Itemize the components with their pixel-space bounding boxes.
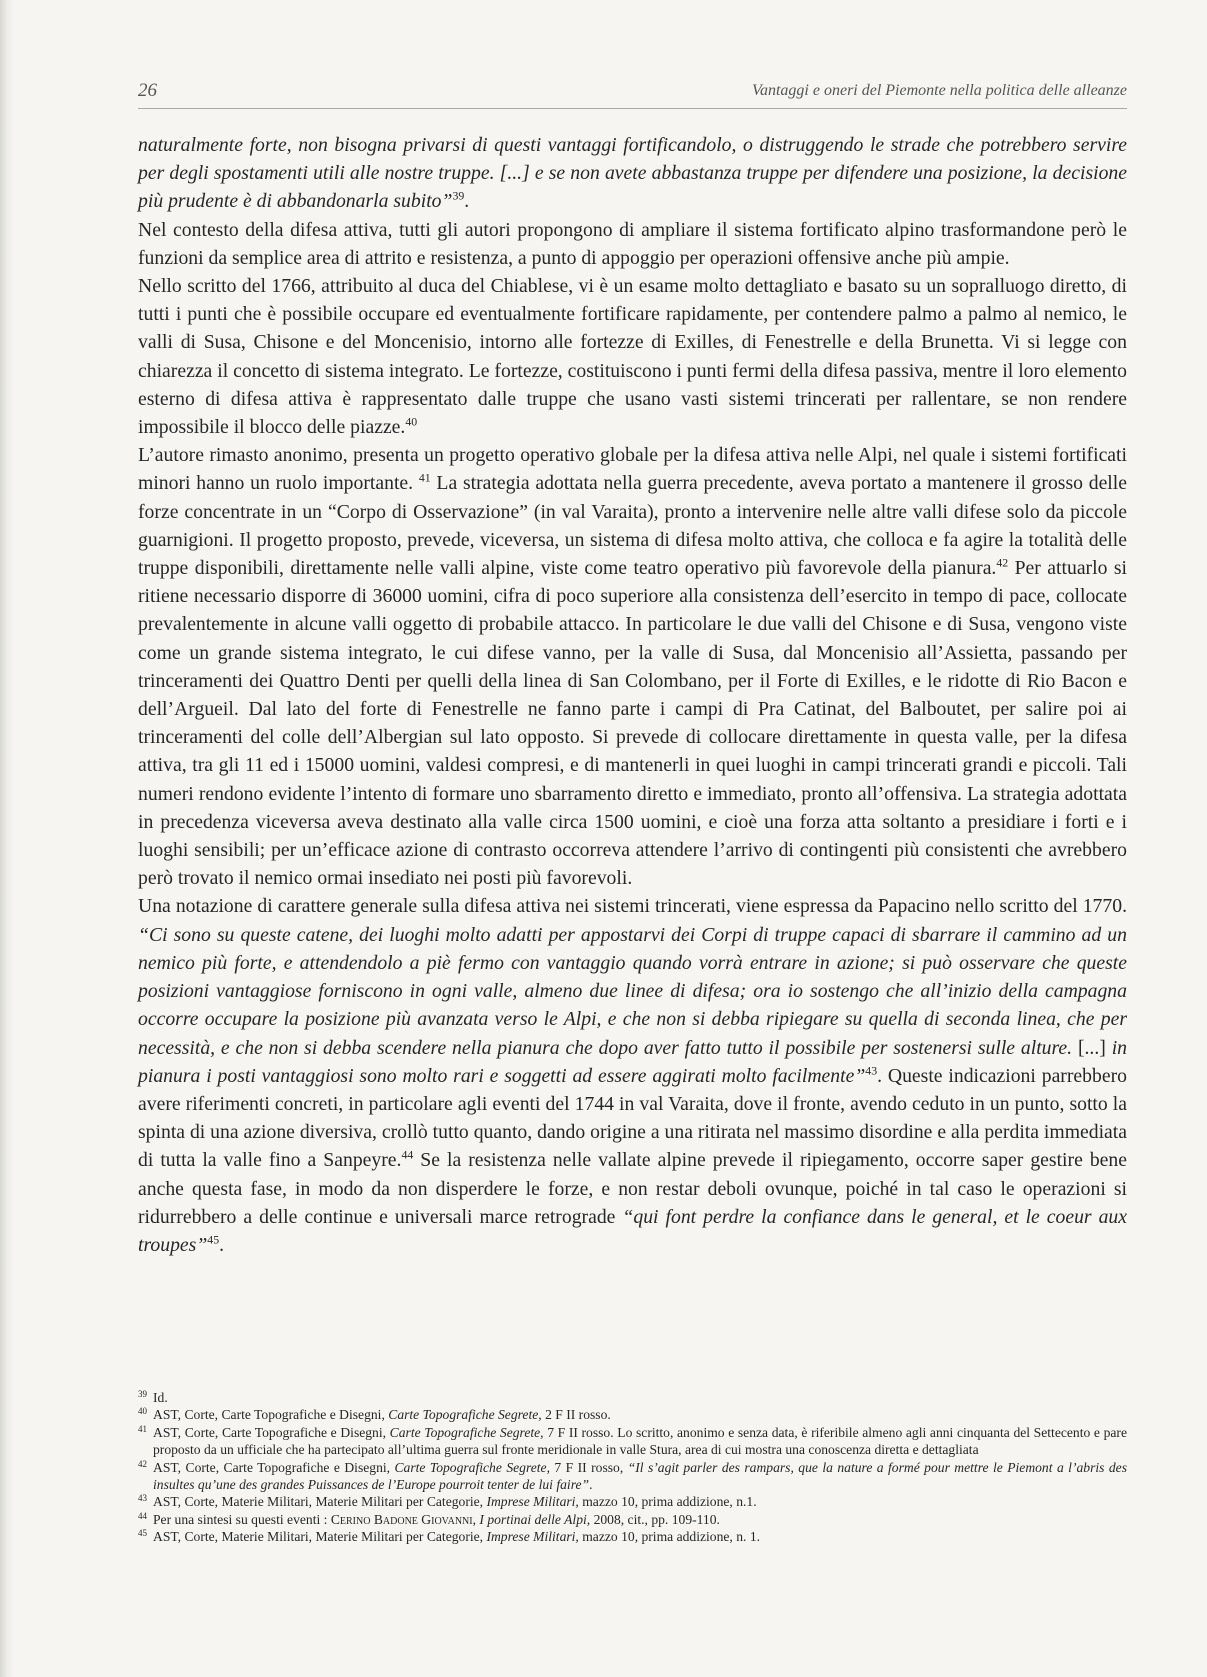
footnote-text: AST, Corte, Carte Topografiche e Disegni, xyxy=(153,1424,390,1440)
footnote-text: AST, Corte, Materie Militari, Materie Militari per Categorie, xyxy=(153,1494,487,1510)
footnote-number: 44 xyxy=(138,1510,147,1521)
footnote-number: 40 xyxy=(138,1406,147,1417)
page-number: 26 xyxy=(138,80,157,101)
footnote-italic: Carte Topografiche Segrete, xyxy=(388,1407,542,1423)
footnote-number: 45 xyxy=(138,1528,147,1539)
footnote-number: 39 xyxy=(138,1389,147,1399)
footnote-text: 2 F II rosso. xyxy=(541,1407,611,1423)
paragraph-quote-continuation xyxy=(138,131,1127,216)
quote-text: “qui font perdre la confiance dans le general, et le coeur aux troupes” xyxy=(138,1205,1127,1256)
footnote-ref[interactable]: 44 xyxy=(401,1147,414,1162)
footnote-number: 42 xyxy=(138,1458,147,1469)
footnote-number: 43 xyxy=(138,1493,147,1504)
footnote-ref[interactable]: 39 xyxy=(452,188,465,203)
paragraph-active-defense xyxy=(138,216,1127,272)
paragraph-text: Se la resistenza nelle vallate alpine prevede il ripiegamento, occorre saper gestire bene anche questa fase, in modo da non disperdere le forze, e non restar deboli ovunque, poiché in tal caso le operazioni si ridurrebbero a delle continue e universali marce retrograde xyxy=(138,1149,1127,1228)
footnote-text: AST, Corte, Carte Topografiche e Disegni, xyxy=(153,1459,395,1475)
footnote-43 xyxy=(138,1493,1127,1510)
footnote-42 xyxy=(138,1459,1127,1494)
footnote-italic: Imprese Militari, xyxy=(486,1494,579,1510)
paragraph-1766-writing xyxy=(138,272,1127,441)
paragraph-text: L’autore rimasto anonimo, presenta un progetto operativo globale per la difesa attiva nelle Alpi, nel quale i sistemi fortificati minori hanno un ruolo importante. xyxy=(138,444,1127,495)
footnote-ref[interactable]: 43 xyxy=(865,1063,878,1078)
footnote-italic: Carte Topografiche Segrete, xyxy=(394,1459,550,1475)
footnote-ref[interactable]: 45 xyxy=(207,1232,220,1247)
footnote-text: , xyxy=(472,1511,480,1527)
footnote-45 xyxy=(138,1528,1127,1545)
footnote-text: Per una sintesi su questi eventi : xyxy=(153,1511,331,1527)
footnote-italic: Imprese Militari, xyxy=(486,1529,579,1545)
paragraph-text: La strategia adottata nella guerra precedente, aveva portato a mantenere il grosso delle forze concentrate in un “Corpo di Osservazione” (in val Varaita), pronto a intervenire nelle altre valli difese solo da piccole guarnigioni. Il progetto proposto, prevede, viceversa, un sistema di difesa molto attiva, che colloca e fa agire la totalità delle truppe disponibili, direttamente nelle valli alpine, viste come teatro operativo più favorevole della pianura. xyxy=(138,472,1127,580)
quote-text: “Ci sono su queste catene, dei luoghi molto adatti per appostarvi dei Corpi di truppe capaci di sbarrare il cammino ad un nemico più forte, e attendendolo a piè fermo con vantaggio quando vorrà entrare in azione; si può osservare che queste posizioni vantaggiose forniscono in ogni valle, almeno due linee di difesa; ora io sostengo che all’inizio della campagna occorre occupare la posizione più avanzata verso le Alpi, e che non si debba ripiegare su quella di seconda linea, che per necessità, e che non si debba scendere nella pianura che dopo aver fatto tutto il possibile per sostenersi sulle alture. xyxy=(138,923,1127,1059)
paragraph-text: Nello scritto del 1766, attribuito al duca del Chiablese, vi è un esame molto dettagliato e basato su un sopralluogo diretto, di tutti i punti che è possibile occupare ed eventualmente fortificare rapidamente, per contendere palmo a palmo al nemico, le valli di Susa, Chisone e del Moncenisio, intorno alle fortezze di Exilles, di Fenestrelle e della Brunetta. Vi si legge con chiarezza il concetto di sistema integrato. Le fortezze, costituiscono i punti fermi della difesa passiva, mentre il loro elemento esterno di difesa attiva è rappresentato dalle truppe che usano vasti sistemi trincerati per rallentare, se non rendere impossibile il blocco delle piazze. xyxy=(138,275,1127,439)
running-header xyxy=(138,80,1127,109)
footnote-ref[interactable]: 40 xyxy=(405,414,418,429)
quote-text: naturalmente forte, non bisogna privarsi di questi vantaggi fortificandolo, o distruggendo le strade che potrebbero servire per degli spostamenti utili alle nostre truppe. [...] e se non avete abbastanza truppe per difendere una posizione, la decisione più prudente è di abbandonarla subito” xyxy=(138,134,1127,213)
paragraph-text: . Queste indicazioni parrebbero avere riferimenti concreti, in particolare agli eventi del 1744 in val Varaita, dove il fronte, avendo ceduto in un punto, sotto la spinta di una azione diversiva, crollò tutto quanto, dando origine a una ritirata nel massimo disordine e alla perdita immediata di tutta la valle fino a Sanpeyre. xyxy=(138,1064,1128,1172)
footnote-italic: “Il s’agit parler des rampars, que la nature a formé pour mettre le Piemont a l’abris des insultes qu’une des grandes Puissances de l’Europe pourroit tenter de lui faire” xyxy=(153,1459,1127,1493)
quote-text: in pianura i posti vantaggiosi sono molto rari e soggetti ad essere aggirati molto facilmente” xyxy=(138,1036,1128,1087)
footnote-40 xyxy=(138,1406,1127,1423)
footnote-text: AST, Corte, Materie Militari, Materie Militari per Categorie, xyxy=(153,1529,487,1545)
footnote-text: . xyxy=(589,1477,593,1493)
paragraph-text: . xyxy=(219,1233,225,1256)
paragraph-anonymous-author xyxy=(138,441,1127,892)
footnote-text: 7 F II rosso. Lo scritto, anonimo e senza data, è riferibile almeno agli anni cinquanta del Settecento e pare proposto da un ufficiale che ha partecipato all’ultima guerra sul fronte meridionale in valle Stura, area di cui mostra una conoscenza diretta e dettagliata xyxy=(153,1424,1127,1458)
paragraph-papacino xyxy=(138,892,1127,1259)
footnote-ref[interactable]: 41 xyxy=(418,470,431,485)
page-binding-edge xyxy=(0,0,14,1677)
paragraph-text: [...] xyxy=(1072,1036,1112,1059)
footnote-39 xyxy=(138,1389,1127,1406)
footnote-ref[interactable]: 42 xyxy=(996,555,1009,570)
paragraph-text: . xyxy=(464,190,470,213)
paragraph-text: Una notazione di carattere generale sulla difesa attiva nei sistemi trincerati, viene espressa da Papacino nello scritto del 1770. xyxy=(138,895,1127,918)
footnote-41 xyxy=(138,1424,1127,1459)
footnote-number: 41 xyxy=(138,1423,147,1434)
footnote-text: mazzo 10, prima addizione, n. 1. xyxy=(578,1529,761,1545)
paragraph-text: Per attuarlo si ritiene necessario disporre di 36000 uomini, cifra di poco superiore alla consistenza dell’esercito in tempo di pace, collocate prevalentemente in alcune valli oggetto di probabile attacco. In particolare le due valli del Chisone e di Susa, vengono viste come un grande sistema integrato, le cui difese vanno, per la valle di Susa, dal Moncenisio all’Assietta, passando per trinceramenti dei Quattro Denti per quelli della linea di San Colombano, per il Forte di Exilles, e le ridotte di Rio Bacon e dell’Argueil. Dal lato del forte di Fenestrelle ne fanno parte i campi di Pra Catinat, del Balboutet, per salire poi ai trinceramenti del colle dell’Albergian sul lato opposto. Si prevede di collocare direttamente in questa valle, per la difesa attiva, tra gli 11 ed i 15000 uomini, valdesi compresi, e di mantenerli in quei luoghi in campi trincerati grandi e piccoli. Tali numeri rendono evidente l’intento di formare uno sbarramento diretto e immediato, pronto all’offensiva. La strategia adottata in precedenza viceversa aveva destinato alla valle circa 1500 uomini, e cioè una forza atta soltanto a presidiare i forti e i luoghi sensibili; per un’efficace azione di contrasto occorreva attendere l’arrivo di contingenti più consistenti che avrebbero però trovato il nemico ormai insediato nei posti più favorevoli. xyxy=(138,557,1127,890)
footnote-text: AST, Corte, Carte Topografiche e Disegni, xyxy=(153,1407,389,1423)
footnote-text: Id. xyxy=(153,1390,168,1405)
body-text xyxy=(138,131,1127,1259)
footnote-text: mazzo 10, prima addizione, n.1. xyxy=(578,1494,757,1510)
footnote-italic: I portinai delle Alpi, xyxy=(479,1511,591,1527)
footnote-author: Cerino Badone Giovanni xyxy=(330,1511,473,1527)
footnote-44 xyxy=(138,1511,1127,1528)
running-title: Vantaggi e oneri del Piemonte nella politica delle alleanze xyxy=(751,82,1127,99)
footnotes xyxy=(138,1389,1127,1546)
footnote-italic: Carte Topografiche Segrete, xyxy=(389,1424,544,1440)
footnote-text: 7 F II rosso, xyxy=(549,1459,628,1475)
paragraph-text: Nel contesto della difesa attiva, tutti gli autori propongono di ampliare il sistema fortificato alpino trasformandone però le funzioni da semplice area di attrito e resistenza, a punto di appoggio per operazioni offensive anche più ampie. xyxy=(138,218,1127,269)
footnote-text: 2008, cit., pp. 109-110. xyxy=(590,1511,720,1527)
